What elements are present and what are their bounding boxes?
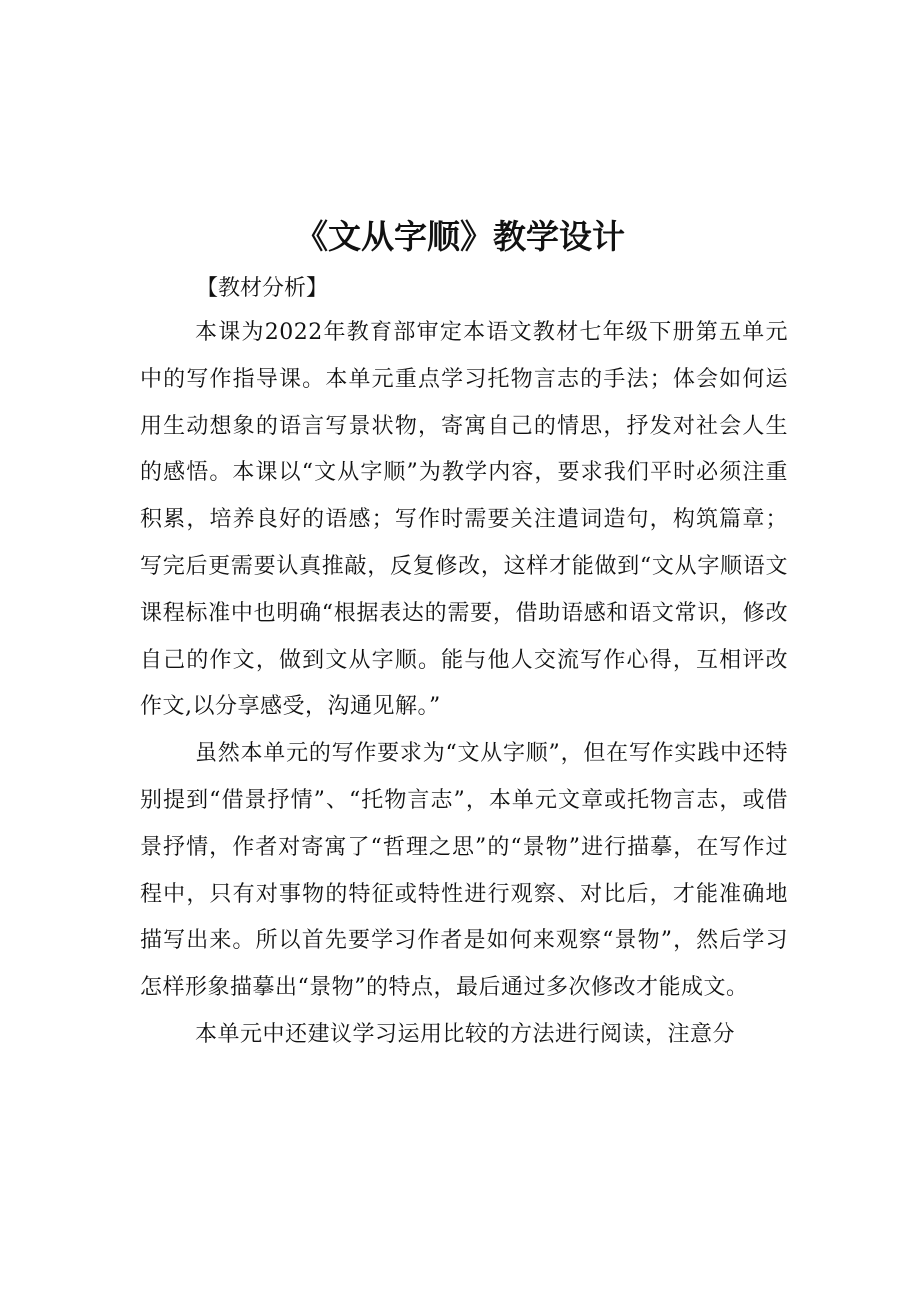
paragraph-3: 本单元中还建议学习运用比较的方法进行阅读，注意分 — [195, 1021, 736, 1047]
document-body — [140, 310, 788, 1059]
paragraph-2: 虽然本单元的写作要求为“文从字顺”，但在写作实践中还特别提到“借景抒情”、“托物言志”，本单元文章或托物言志，或借景抒情，作者对寄寓了“哲理之思”的“景物”进行描摹，在写作过程中，只有对事物的特征或特性进行观察、对比后，才能准确地描写出来。所以首先要学习作者是如何来观察“景物”，然后学习怎样形象描摹出“景物”的特点，最后通过多次修改才能成文。 — [140, 741, 788, 1001]
paragraph-1: 本课为2022年教育部审定本语文教材七年级下册第五单元中的写作指导课。本单元重点学习托物言志的手法；体会如何运用生动想象的语言写景状物，寄寓自己的情思，抒发对社会人生的感悟。本课以“文从字顺”为教学内容，要求我们平时必须注重积累，培养良好的语感；写作时需要关注遣词造句，构筑篇章；写完后更需要认真推敲，反复修改，这样才能做到“文从字顺语文课程标准中也明确“根据表达的需要，借助语感和语文常识，修改自己的作文，做到文从字顺。能与他人交流写作心得，互相评改作文,以分享感受，沟通见解。” — [140, 320, 788, 720]
document-title: 《文从字顺》教学设计 — [295, 217, 625, 256]
section-heading-textbook-analysis: 【教材分析】 — [196, 276, 329, 301]
